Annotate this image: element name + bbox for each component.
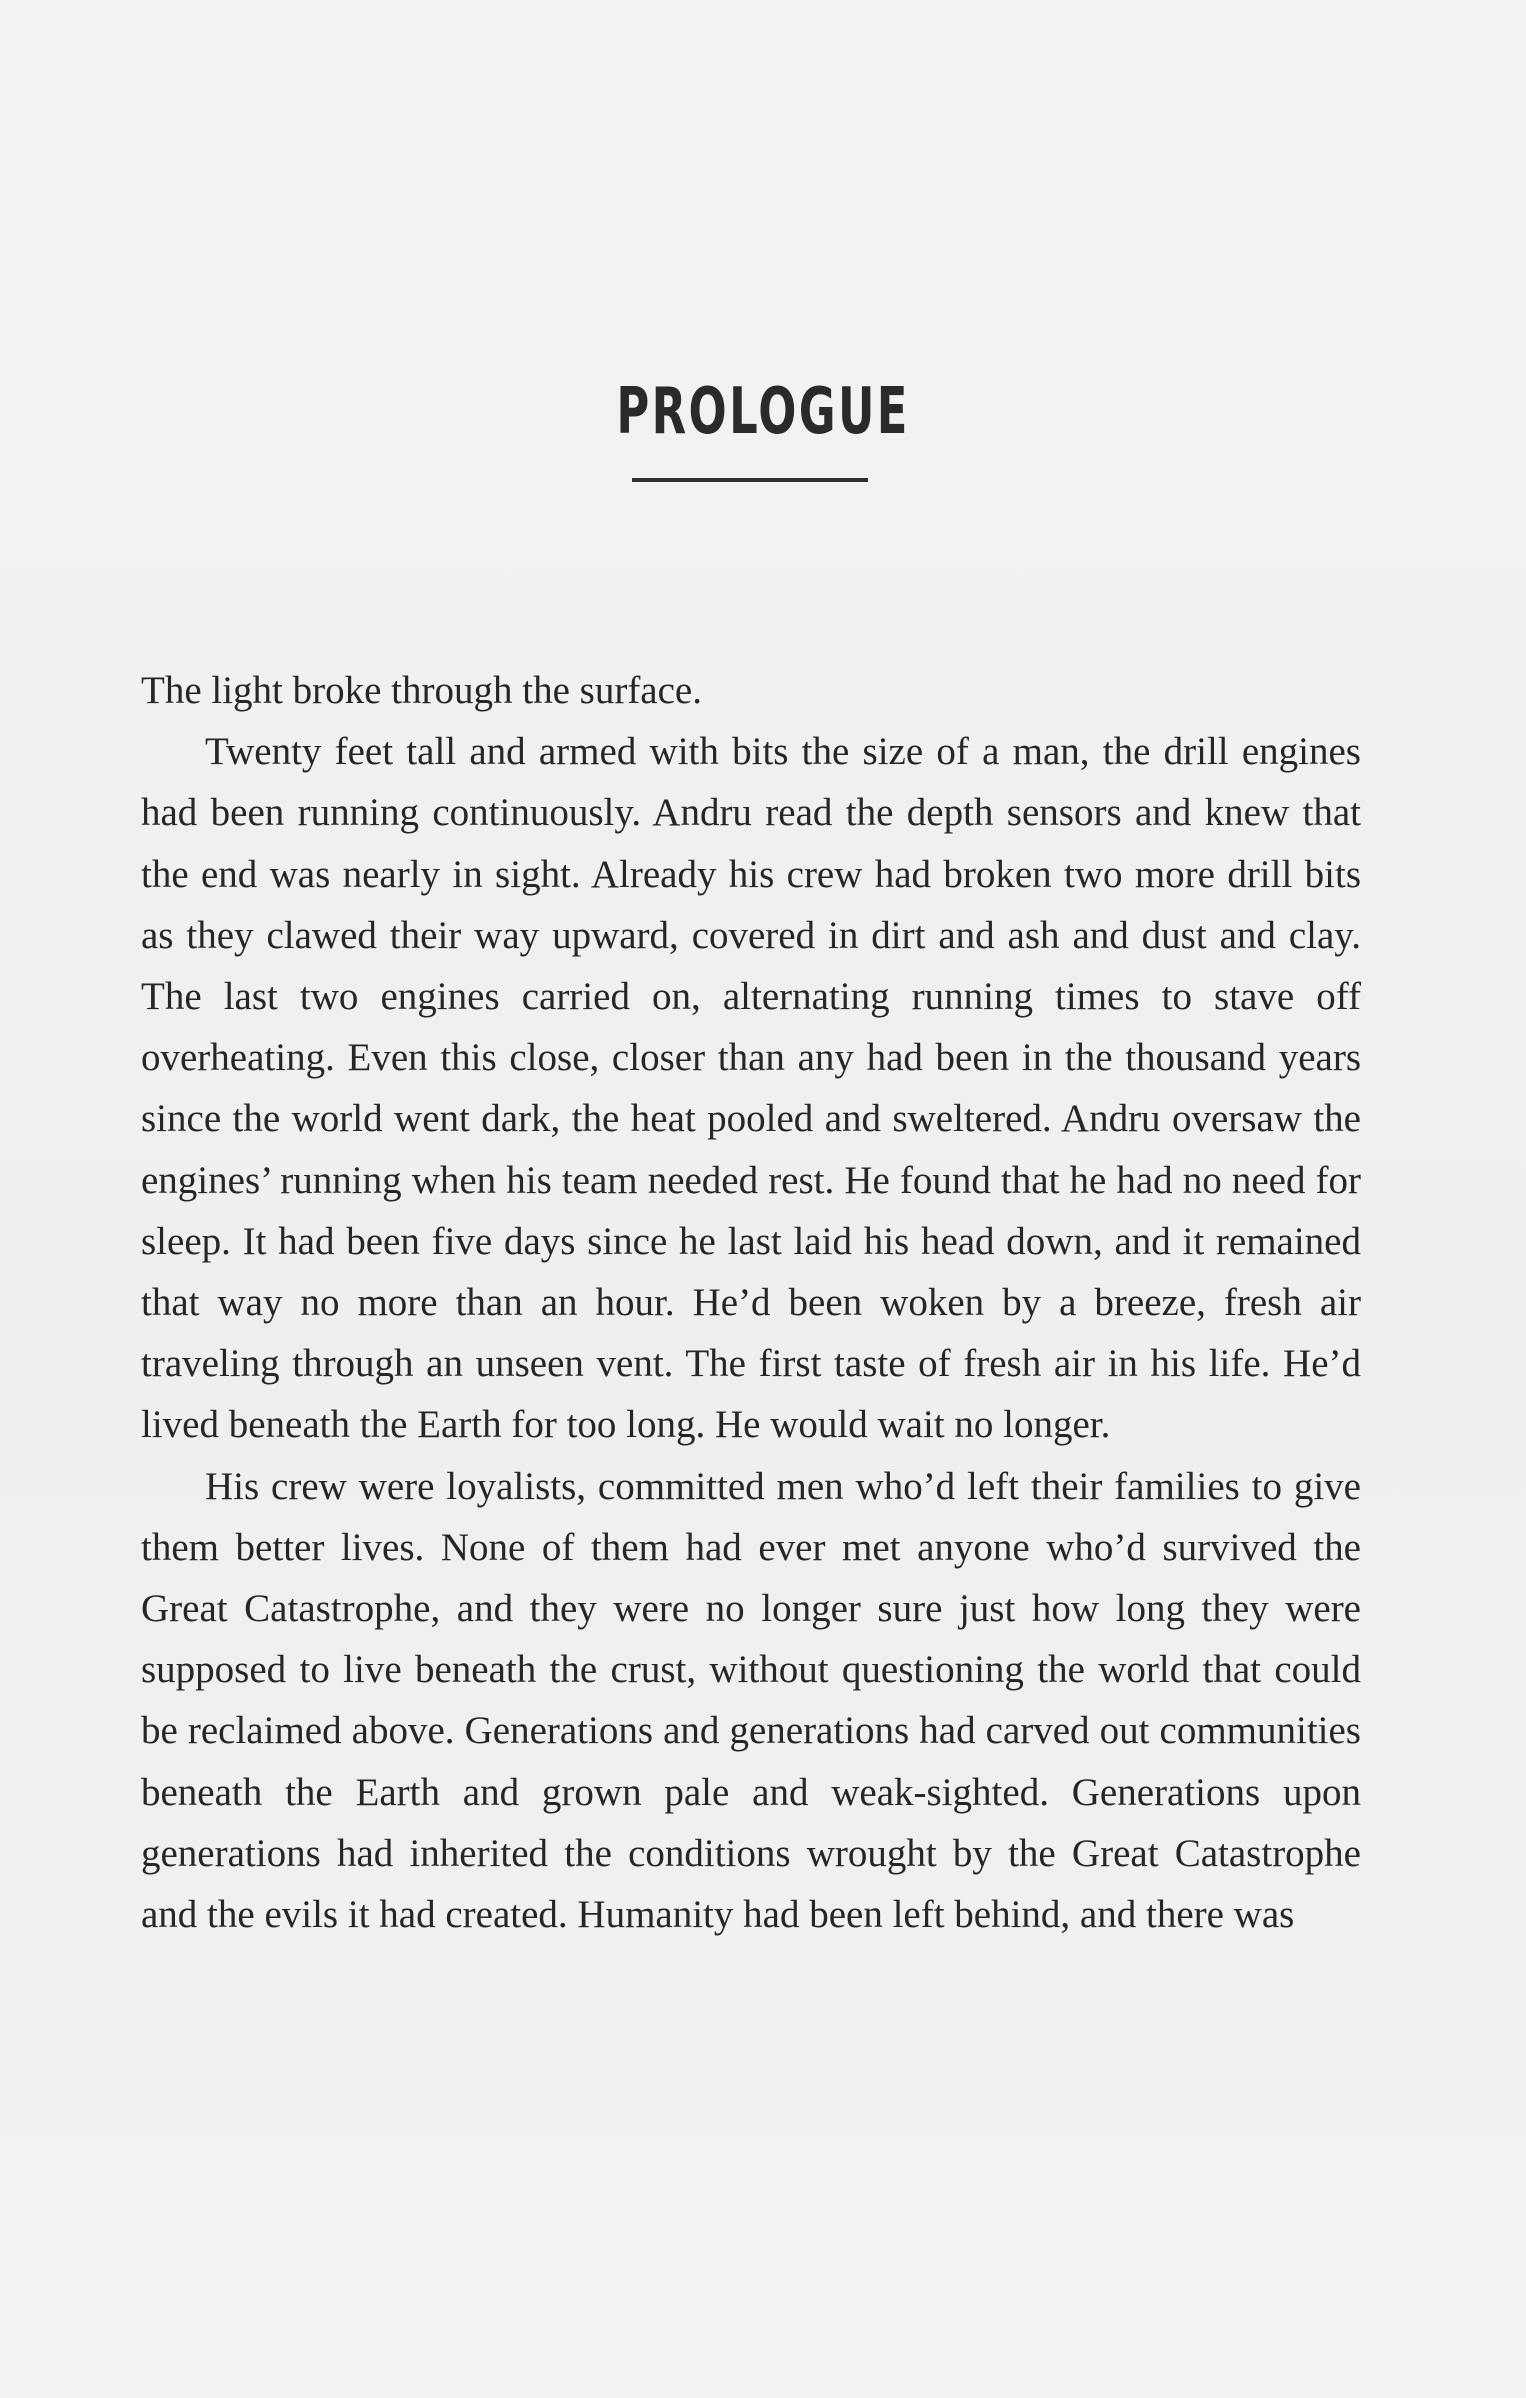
- paragraph-2: Twenty feet tall and armed with bits the size of a man, the drill engines had been running continuously. Andru read the depth sensors and knew that the end was nearly in sight. Already his crew had broken two more drill bits as they clawed their way upward, covered in dirt and ash and dust and clay. The last two engines carried on, alternating running times to stave off overheating. Even this close, closer than any had been in the thousand years since the world went dark, the heat pooled and sweltered. Andru oversaw the engines’ running when his team needed rest. He found that he had no need for sleep. It had been five days since he last laid his head down, and it remained that way no more than an hour. He’d been woken by a breeze, fresh air traveling through an unseen vent. The first taste of fresh air in his life. He’d lived beneath the Earth for too long. He would wait no longer.: [141, 730, 1361, 1447]
- chapter-title: PROLOGUE: [616, 375, 910, 449]
- body-text: [141, 660, 1361, 1945]
- paragraph-1: The light broke through the surface.: [141, 669, 702, 712]
- chapter-heading: [0, 375, 1526, 449]
- title-underline: [632, 478, 868, 482]
- paragraph-3: His crew were loyalists, committed men who’d left their families to give them better lives. None of them had ever met anyone who’d survived the Great Catastrophe, and they were no longer sure just how long they were supposed to live beneath the crust, without questioning the world that could be reclaimed above. Generations and generations had carved out communities beneath the Earth and grown pale and weak-sighted. Generations upon generations had inherited the conditions wrought by the Great Catastrophe and the evils it had created. Humanity had been left behind, and there was: [141, 1464, 1361, 1937]
